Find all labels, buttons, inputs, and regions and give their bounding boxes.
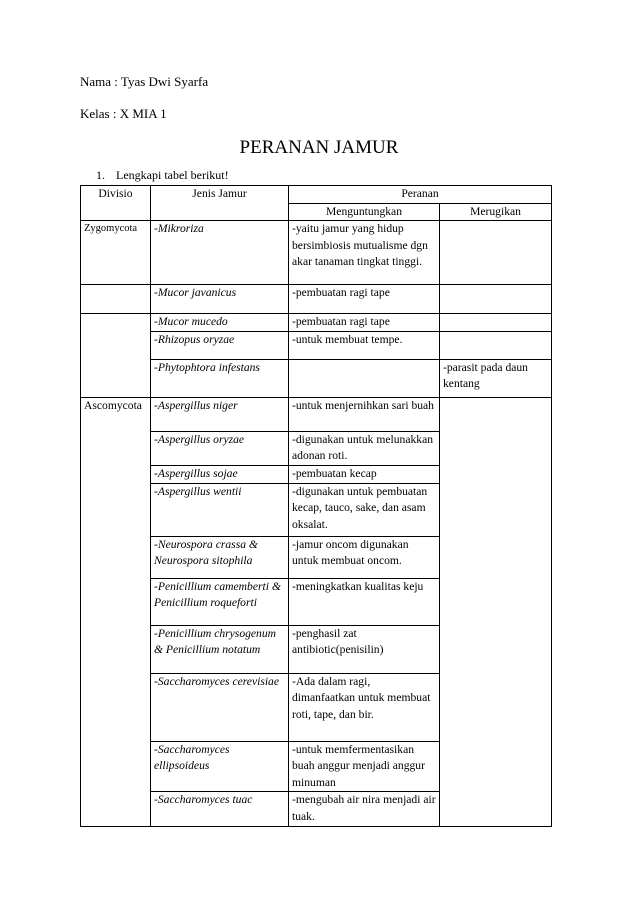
fungi-role-table	[80, 185, 552, 827]
merugikan-cell	[440, 397, 552, 826]
header-merugikan: Merugikan	[440, 203, 552, 221]
jenis-cell: -Aspergillus wentii	[151, 483, 289, 536]
menguntungkan-cell	[289, 359, 440, 397]
table-row	[81, 331, 552, 359]
divisio-cell: Ascomycota	[81, 397, 151, 826]
header-peranan: Peranan	[289, 186, 552, 204]
jenis-cell: -Mucor javanicus	[151, 285, 289, 314]
menguntungkan-cell: -untuk memfermentasikan buah anggur menjadi anggur minuman	[289, 741, 440, 792]
menguntungkan-cell: -meningkatkan kualitas keju	[289, 578, 440, 625]
jenis-cell: -Penicillium chrysogenum & Penicillium notatum	[151, 625, 289, 673]
jenis-cell: -Saccharomyces tuac	[151, 792, 289, 826]
table-row	[81, 359, 552, 397]
menguntungkan-cell: -mengubah air nira menjadi air tuak.	[289, 792, 440, 826]
menguntungkan-cell: -digunakan untuk pembuatan kecap, tauco, sake, dan asam oksalat.	[289, 483, 440, 536]
merugikan-cell	[440, 331, 552, 359]
table-row	[81, 314, 552, 332]
menguntungkan-cell: -untuk membuat tempe.	[289, 331, 440, 359]
menguntungkan-cell: -penghasil zat antibiotic(penisilin)	[289, 625, 440, 673]
merugikan-cell	[440, 221, 552, 285]
menguntungkan-cell: -pembuatan ragi tape	[289, 285, 440, 314]
menguntungkan-cell: -yaitu jamur yang hidup bersimbiosis mutualisme dgn akar tanaman tingkat tinggi.	[289, 221, 440, 285]
student-name: Nama : Tyas Dwi Syarfa	[80, 74, 209, 89]
menguntungkan-cell: -pembuatan ragi tape	[289, 314, 440, 332]
jenis-cell: -Mikroriza	[151, 221, 289, 285]
jenis-cell: -Penicillium camemberti & Penicillium roqueforti	[151, 578, 289, 625]
jenis-cell: -Mucor mucedo	[151, 314, 289, 332]
table-row	[81, 397, 552, 431]
jenis-cell: -Rhizopus oryzae	[151, 331, 289, 359]
divisio-cell	[81, 314, 151, 398]
divisio-cell: Zygomycota	[81, 221, 151, 285]
question-number: 1.	[96, 168, 105, 182]
divisio-cell	[81, 285, 151, 314]
header-jenis-jamur: Jenis Jamur	[151, 186, 289, 221]
header-divisio: Divisio	[81, 186, 151, 221]
jenis-cell: -Saccharomyces ellipsoideus	[151, 741, 289, 792]
jenis-cell: -Aspergillus niger	[151, 397, 289, 431]
merugikan-cell	[440, 314, 552, 332]
jenis-cell: -Saccharomyces cerevisiae	[151, 673, 289, 741]
page-title: PERANAN JAMUR	[239, 137, 399, 158]
jenis-cell: -Aspergillus sojae	[151, 465, 289, 483]
jenis-cell: -Neurospora crassa & Neurospora sitophila	[151, 536, 289, 578]
student-class: Kelas : X MIA 1	[80, 106, 167, 121]
menguntungkan-cell: -Ada dalam ragi, dimanfaatkan untuk membuat roti, tape, dan bir.	[289, 673, 440, 741]
jenis-cell: -Phytophtora infestans	[151, 359, 289, 397]
merugikan-cell	[440, 285, 552, 314]
table-row	[81, 221, 552, 285]
menguntungkan-cell: -untuk menjernihkan sari buah	[289, 397, 440, 431]
table-row	[81, 285, 552, 314]
menguntungkan-cell: -digunakan untuk melunakkan adonan roti.	[289, 431, 440, 465]
table-header-row	[81, 186, 552, 204]
menguntungkan-cell: -jamur oncom digunakan untuk membuat oncom.	[289, 536, 440, 578]
question-1	[96, 168, 229, 183]
question-text: Lengkapi tabel berikut!	[116, 168, 229, 182]
merugikan-cell: -parasit pada daun kentang	[440, 359, 552, 397]
jenis-cell: -Aspergillus oryzae	[151, 431, 289, 465]
header-menguntungkan: Menguntungkan	[289, 203, 440, 221]
menguntungkan-cell: -pembuatan kecap	[289, 465, 440, 483]
